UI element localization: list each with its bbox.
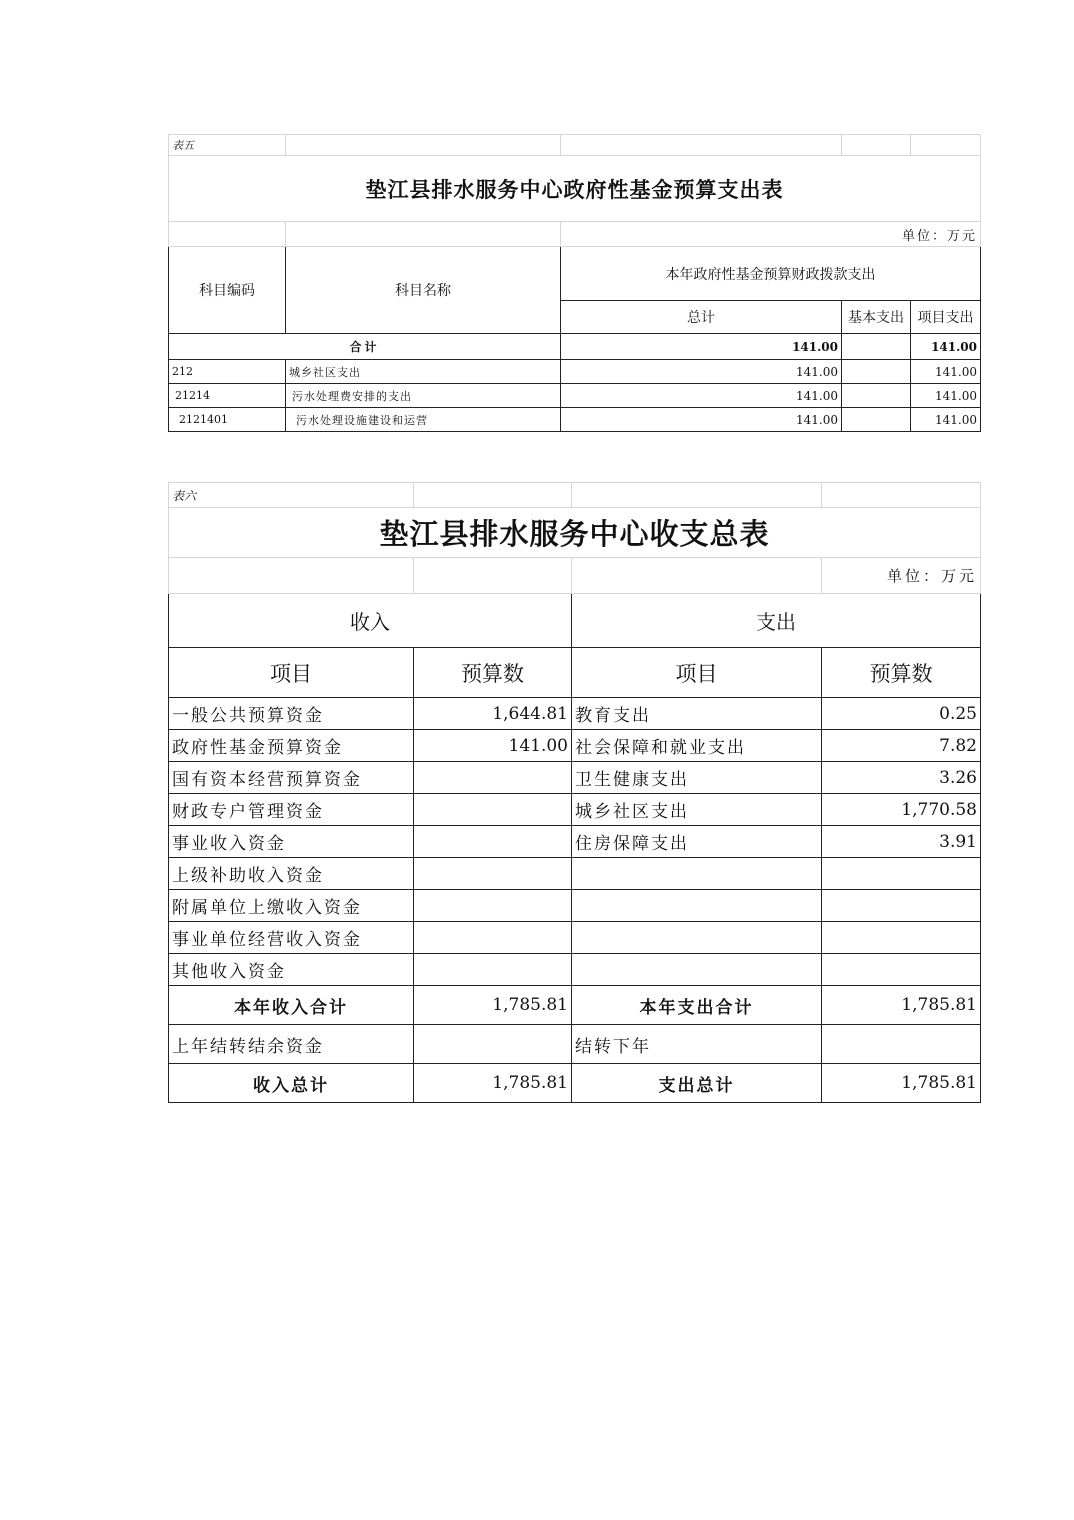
- row-project: 141.00: [911, 360, 981, 384]
- row-basic: [842, 408, 911, 432]
- year-expense-total: 1,785.81: [822, 986, 981, 1025]
- header-expense-item: 项目: [572, 648, 822, 698]
- header-total: 总计: [561, 301, 842, 334]
- year-income-total-label: 本年收入合计: [169, 986, 414, 1025]
- income-value: 1,644.81: [414, 698, 572, 730]
- table-row: [169, 922, 981, 954]
- income-expense-summary-table: [168, 482, 981, 1103]
- income-item: 政府性基金预算资金: [169, 730, 414, 762]
- table-row: [169, 698, 981, 730]
- expense-item: [572, 954, 822, 986]
- row-code: 212: [169, 360, 286, 384]
- carryover-in-label: 上年结转结余资金: [169, 1025, 414, 1064]
- income-value: 141.00: [414, 730, 572, 762]
- header-subject-name: 科目名称: [286, 247, 561, 334]
- table6-label: 表六: [169, 483, 414, 508]
- year-expense-total-label: 本年支出合计: [572, 986, 822, 1025]
- carryover-out-value: [822, 1025, 981, 1064]
- income-item: 上级补助收入资金: [169, 858, 414, 890]
- expense-item: 社会保障和就业支出: [572, 730, 822, 762]
- row-code: 21214: [169, 384, 286, 408]
- sum-project: 141.00: [911, 334, 981, 360]
- row-total: 141.00: [561, 360, 842, 384]
- row-name: 污水处理费安排的支出: [286, 384, 561, 408]
- table6-title: 垫江县排水服务中心收支总表: [169, 508, 981, 558]
- header-fund-expenditure: 本年政府性基金预算财政拨款支出: [561, 247, 981, 301]
- income-grand-label: 收入总计: [169, 1064, 414, 1103]
- table6-unit: 单位：万元: [822, 558, 981, 594]
- row-basic: [842, 360, 911, 384]
- row-code: 2121401: [169, 408, 286, 432]
- row-total: 141.00: [561, 384, 842, 408]
- carryover-in-value: [414, 1025, 572, 1064]
- table-row: [169, 890, 981, 922]
- row-total: 141.00: [561, 408, 842, 432]
- expense-item: [572, 890, 822, 922]
- table5-unit: 单位：万元: [561, 222, 981, 247]
- table5-sum-row: [169, 334, 981, 360]
- header-project: 项目支出: [911, 301, 981, 334]
- expense-value: 3.26: [822, 762, 981, 794]
- table-row: [169, 794, 981, 826]
- expense-value: 1,770.58: [822, 794, 981, 826]
- expense-value: 3.91: [822, 826, 981, 858]
- row-name: 城乡社区支出: [286, 360, 561, 384]
- expense-grand-label: 支出总计: [572, 1064, 822, 1103]
- expense-value: [822, 954, 981, 986]
- income-item: 财政专户管理资金: [169, 794, 414, 826]
- expense-item: [572, 922, 822, 954]
- table-row: [169, 408, 981, 432]
- row-basic: [842, 384, 911, 408]
- income-value: [414, 762, 572, 794]
- income-item: 一般公共预算资金: [169, 698, 414, 730]
- expense-value: 7.82: [822, 730, 981, 762]
- header-income-budget: 预算数: [414, 648, 572, 698]
- income-value: [414, 858, 572, 890]
- income-value: [414, 794, 572, 826]
- expense-value: [822, 890, 981, 922]
- header-basic: 基本支出: [842, 301, 911, 334]
- row-project: 141.00: [911, 408, 981, 432]
- expense-item: 卫生健康支出: [572, 762, 822, 794]
- income-section-header: 收入: [169, 594, 572, 648]
- table-row: [169, 826, 981, 858]
- year-total-row: [169, 986, 981, 1025]
- carryover-out-label: 结转下年: [572, 1025, 822, 1064]
- income-value: [414, 922, 572, 954]
- year-income-total: 1,785.81: [414, 986, 572, 1025]
- table-row: [169, 360, 981, 384]
- expense-value: [822, 922, 981, 954]
- header-income-item: 项目: [169, 648, 414, 698]
- income-item: 附属单位上缴收入资金: [169, 890, 414, 922]
- header-subject-code: 科目编码: [169, 247, 286, 334]
- income-value: [414, 954, 572, 986]
- row-project: 141.00: [911, 384, 981, 408]
- table-row: [169, 384, 981, 408]
- income-item: 国有资本经营预算资金: [169, 762, 414, 794]
- expense-value: [822, 858, 981, 890]
- expense-item: 城乡社区支出: [572, 794, 822, 826]
- fund-expenditure-table: [168, 134, 981, 432]
- sum-total: 141.00: [561, 334, 842, 360]
- income-value: [414, 890, 572, 922]
- table-row: [169, 858, 981, 890]
- expense-item: 住房保障支出: [572, 826, 822, 858]
- expense-value: 0.25: [822, 698, 981, 730]
- income-item: 事业单位经营收入资金: [169, 922, 414, 954]
- carryover-row: [169, 1025, 981, 1064]
- expense-item: [572, 858, 822, 890]
- expense-section-header: 支出: [572, 594, 981, 648]
- row-name: 污水处理设施建设和运营: [286, 408, 561, 432]
- table-row: [169, 762, 981, 794]
- income-value: [414, 826, 572, 858]
- header-expense-budget: 预算数: [822, 648, 981, 698]
- table-row: [169, 954, 981, 986]
- income-grand-total: 1,785.81: [414, 1064, 572, 1103]
- table-row: [169, 730, 981, 762]
- sum-basic: [842, 334, 911, 360]
- income-item: 其他收入资金: [169, 954, 414, 986]
- grand-total-row: [169, 1064, 981, 1103]
- expense-item: 教育支出: [572, 698, 822, 730]
- income-item: 事业收入资金: [169, 826, 414, 858]
- table5-label: 表五: [169, 135, 286, 156]
- table5-title: 垫江县排水服务中心政府性基金预算支出表: [169, 156, 981, 222]
- sum-label: 合计: [169, 334, 561, 360]
- expense-grand-total: 1,785.81: [822, 1064, 981, 1103]
